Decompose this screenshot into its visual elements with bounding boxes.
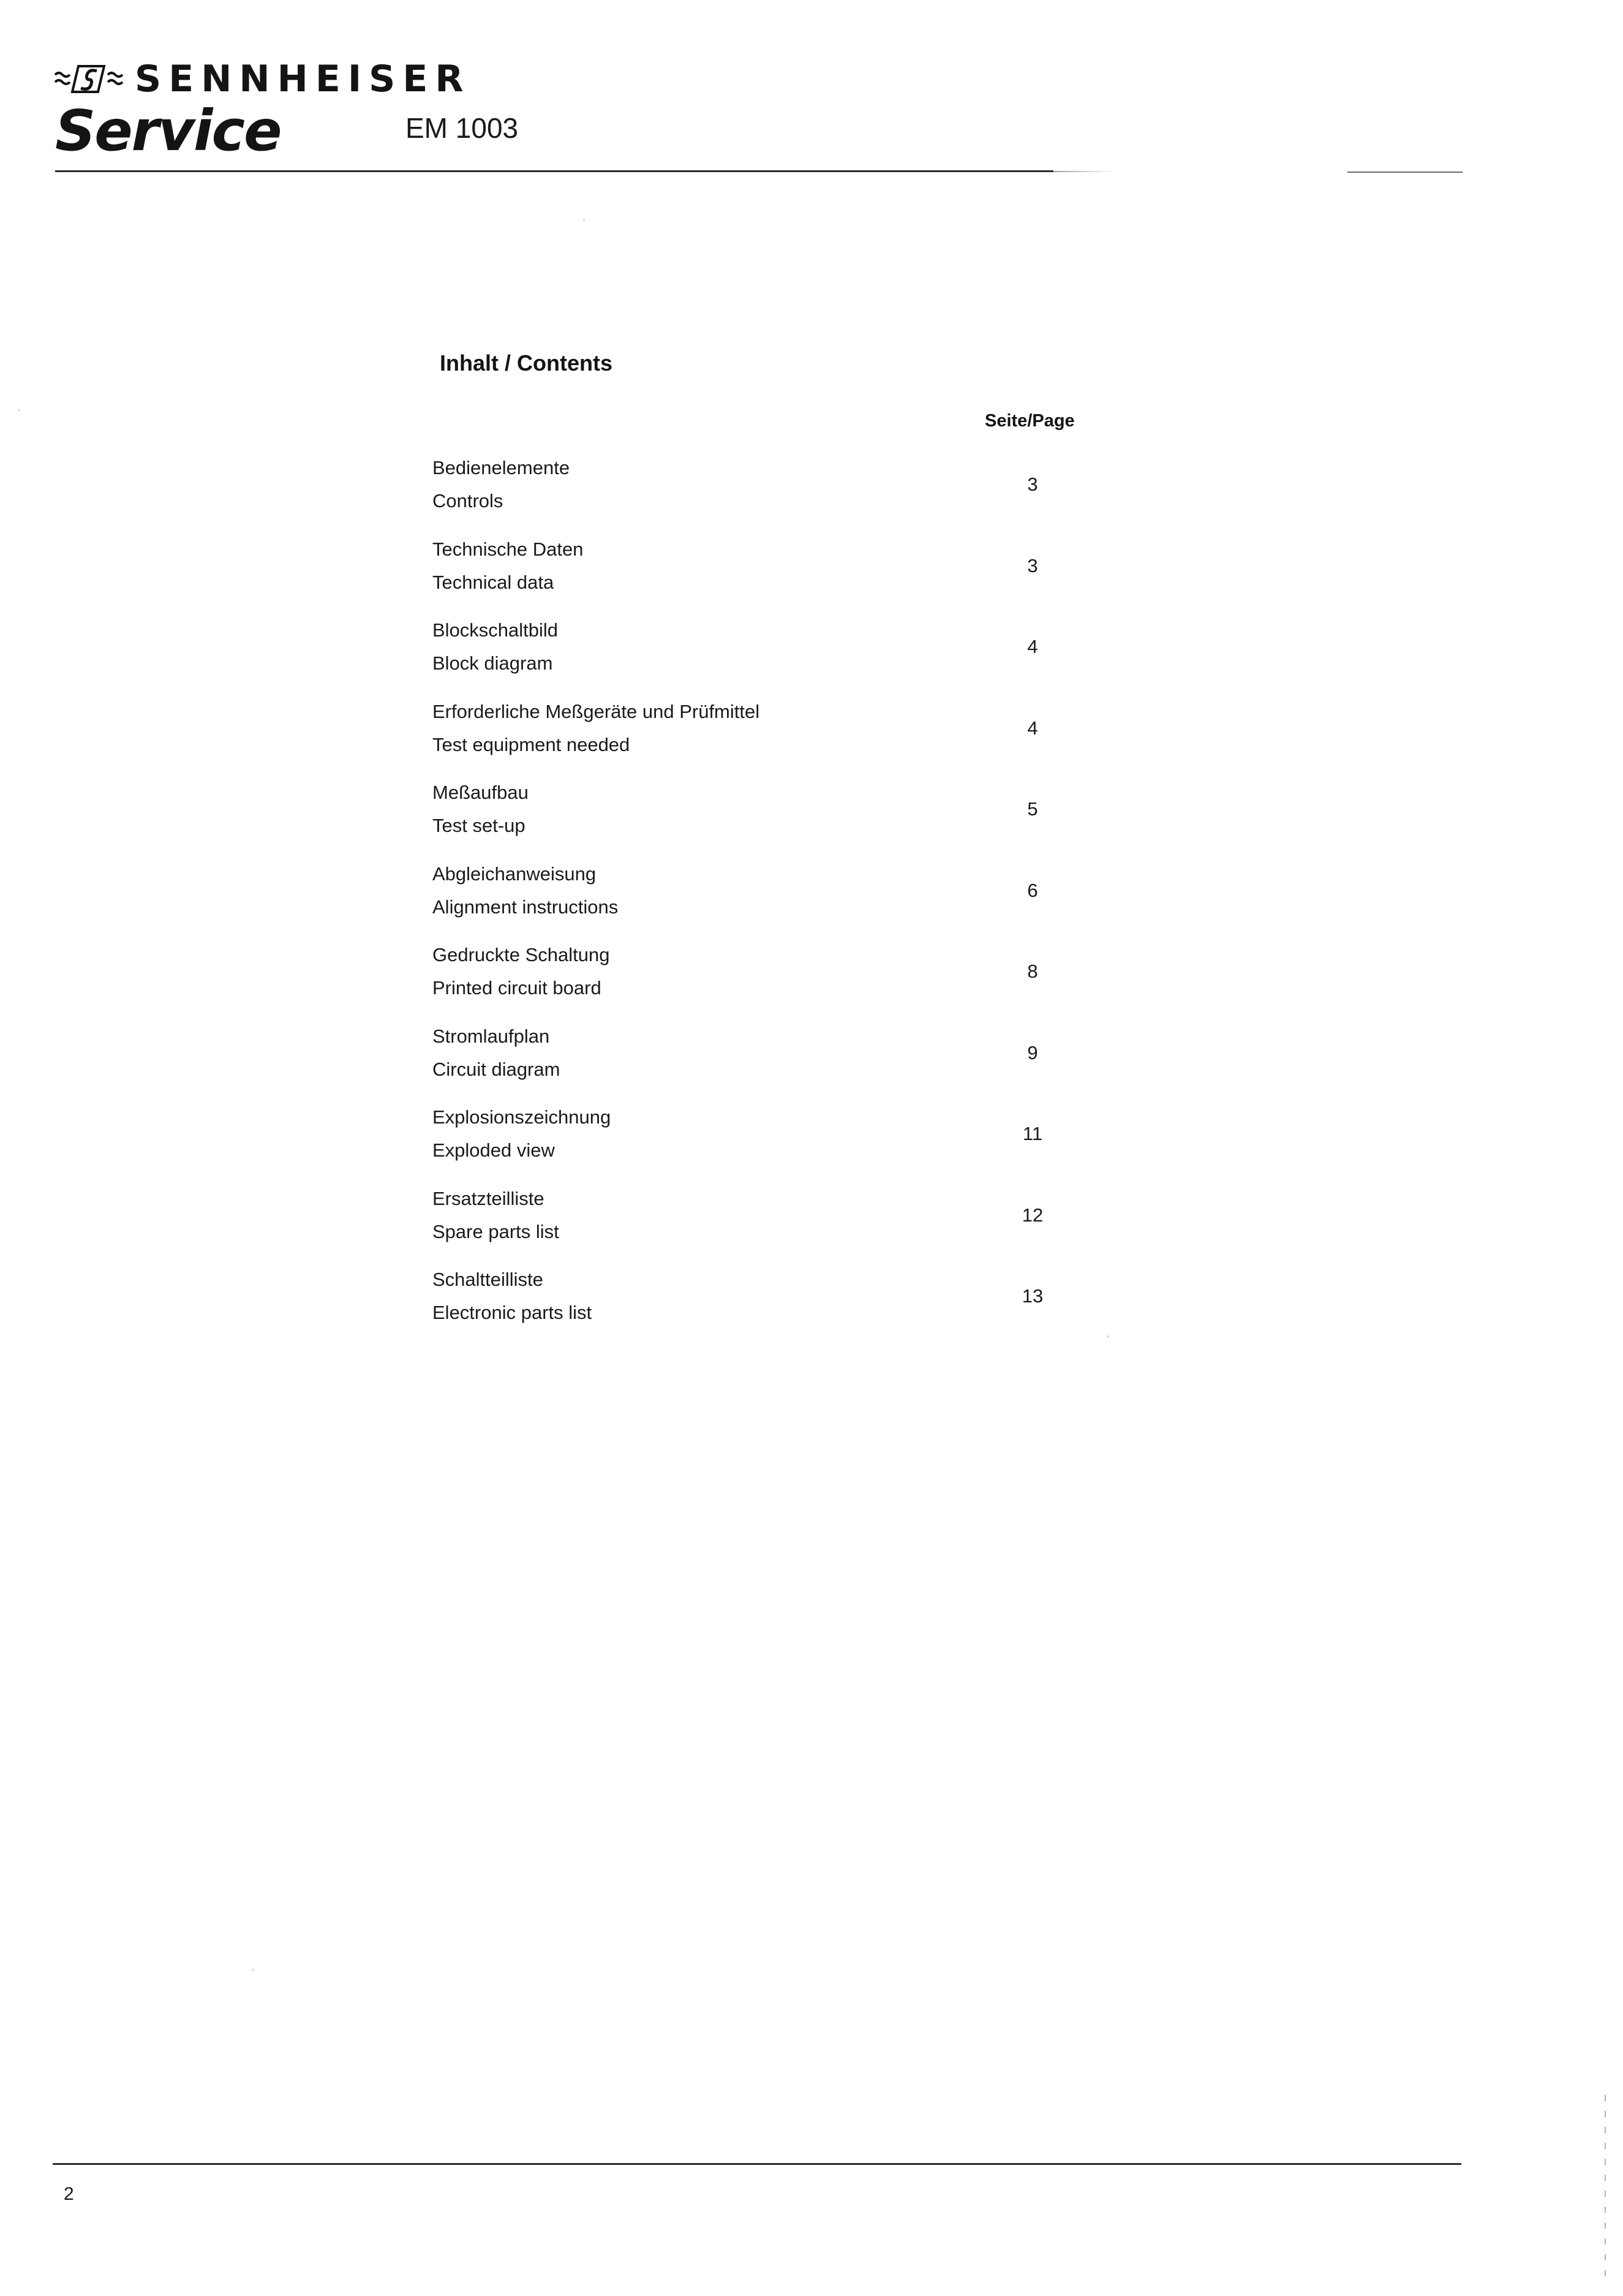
- scan-speck: [18, 409, 20, 411]
- scan-edge-mark: [1605, 2095, 1606, 2279]
- page-column-header: Seite/Page: [985, 411, 1075, 431]
- toc-entry-german: Ersatzteilliste: [432, 1187, 544, 1209]
- brand-header: [54, 59, 471, 99]
- toc-entry-english: Printed circuit board: [432, 977, 601, 999]
- scan-speck: [1107, 1335, 1109, 1337]
- toc-entry-english: Test equipment needed: [432, 733, 630, 755]
- header-divider-fade: [1053, 171, 1115, 172]
- toc-entry-german: Schaltteilliste: [432, 1269, 543, 1290]
- toc-entry-page: 5: [1027, 798, 1038, 820]
- toc-entry-english: Controls: [432, 490, 503, 512]
- toc-entry-controls: [432, 458, 1106, 540]
- toc-entry-block-diagram: [432, 621, 1106, 702]
- toc-entry-technical-data: [432, 540, 1106, 621]
- header-divider: [55, 170, 1053, 172]
- toc-entry-german: Explosionszeichnung: [432, 1106, 611, 1128]
- toc-entry-page: 13: [1022, 1285, 1044, 1307]
- toc-entry-page: 4: [1027, 636, 1038, 657]
- toc-entry-page: 9: [1027, 1041, 1038, 1063]
- toc-entry-german: Erforderliche Meßgeräte und Prüfmittel: [432, 700, 760, 722]
- toc-entry-alignment: [432, 864, 1106, 946]
- toc-entry-electronic-parts: [432, 1270, 1106, 1351]
- toc-entry-test-setup: [432, 783, 1106, 864]
- toc-entry-english: Electronic parts list: [432, 1302, 592, 1323]
- toc-entry-german: Blockschaltbild: [432, 619, 559, 641]
- toc-entry-page: 11: [1022, 1123, 1043, 1144]
- toc-entry-german: Bedienelemente: [432, 457, 570, 478]
- toc-entry-german: Meßaufbau: [432, 782, 529, 803]
- header-divider-tail: [1347, 172, 1463, 173]
- toc-entry-english: Alignment instructions: [432, 896, 619, 918]
- table-of-contents: [432, 458, 1106, 1351]
- toc-entry-spare-parts: [432, 1189, 1106, 1271]
- toc-entry-german: Gedruckte Schaltung: [432, 944, 610, 965]
- scan-speck: [252, 1969, 254, 1971]
- page-number: 2: [64, 2184, 74, 2204]
- brand-name: SENNHEISER: [135, 58, 471, 100]
- toc-entry-english: Block diagram: [432, 652, 553, 674]
- toc-entry-pcb: [432, 945, 1106, 1027]
- toc-entry-page: 4: [1027, 717, 1038, 739]
- toc-entry-exploded-view: [432, 1108, 1106, 1189]
- toc-entry-test-equipment: [432, 702, 1106, 784]
- toc-entry-page: 3: [1027, 554, 1038, 576]
- scan-speck: [583, 219, 585, 221]
- toc-entry-german: Stromlaufplan: [432, 1025, 550, 1047]
- toc-entry-page: 12: [1022, 1204, 1044, 1226]
- toc-entry-english: Test set-up: [432, 815, 525, 836]
- toc-entry-circuit-diagram: [432, 1027, 1106, 1108]
- contents-heading: Inhalt / Contents: [440, 350, 612, 376]
- model-number: EM 1003: [405, 112, 519, 144]
- toc-entry-english: Circuit diagram: [432, 1058, 560, 1080]
- toc-entry-english: Spare parts list: [432, 1220, 559, 1242]
- toc-entry-english: Technical data: [432, 571, 554, 593]
- toc-entry-german: Abgleichanweisung: [432, 863, 597, 885]
- toc-entry-page: 6: [1027, 879, 1038, 901]
- toc-entry-page: 3: [1027, 474, 1038, 495]
- footer-divider: [53, 2163, 1461, 2165]
- toc-entry-page: 8: [1027, 961, 1038, 982]
- service-title: Service: [55, 98, 281, 164]
- toc-entry-english: Exploded view: [432, 1139, 555, 1161]
- toc-entry-german: Technische Daten: [432, 538, 584, 560]
